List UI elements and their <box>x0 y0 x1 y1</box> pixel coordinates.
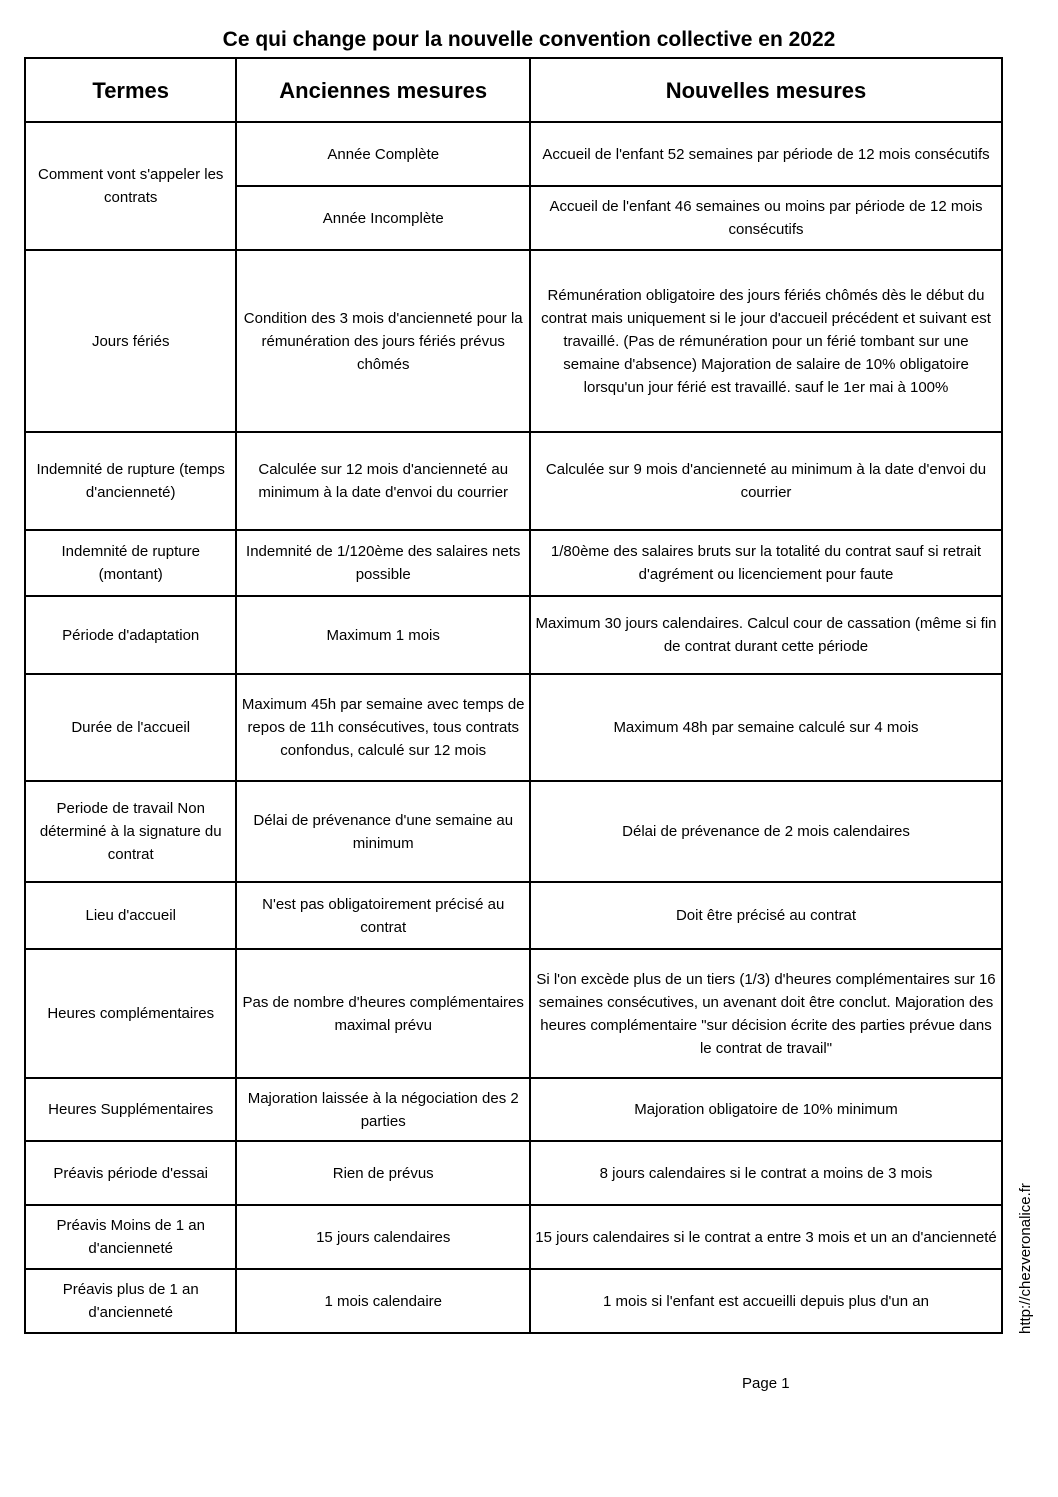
new-measure-cell: Maximum 48h par semaine calculé sur 4 mois <box>530 674 1002 781</box>
old-measure-cell: Maximum 1 mois <box>236 596 530 674</box>
header-anciennes-mesures: Anciennes mesures <box>236 58 530 122</box>
old-measure-cell: 1 mois calendaire <box>236 1269 530 1333</box>
page-number: Page 1 <box>742 1375 790 1392</box>
old-measure-cell: Majoration laissée à la négociation des 2 parties <box>236 1078 530 1141</box>
new-measure-cell: Accueil de l'enfant 46 semaines ou moins par période de 12 mois consécutifs <box>530 186 1002 250</box>
term-cell: Préavis plus de 1 an d'ancienneté <box>25 1269 236 1333</box>
new-measure-cell: Délai de prévenance de 2 mois calendaires <box>530 781 1002 882</box>
old-measure-cell: Calculée sur 12 mois d'ancienneté au minimum à la date d'envoi du courrier <box>236 432 530 530</box>
term-cell: Indemnité de rupture (montant) <box>25 530 236 596</box>
new-measure-cell: Rémunération obligatoire des jours fériés chômés dès le début du contrat mais uniquement si le jour d'accueil précédent et suivant est travaillé. (Pas de rémunération pour un férié tombant sur une semaine d'absence) Majoration de salaire de 10% obligatoire lorsqu'un jour férié est travaillé. sauf le 1er mai à 100% <box>530 250 1002 432</box>
term-cell: Indemnité de rupture (temps d'ancienneté) <box>25 432 236 530</box>
table-row <box>25 432 1002 530</box>
old-measure-cell: Pas de nombre d'heures complémentaires maximal prévu <box>236 949 530 1078</box>
table-row <box>25 781 1002 882</box>
term-cell: Durée de l'accueil <box>25 674 236 781</box>
term-cell: Heures complémentaires <box>25 949 236 1078</box>
side-url-text: http://chezveronalice.fr <box>1017 1183 1034 1334</box>
table-row <box>25 674 1002 781</box>
table-row <box>25 882 1002 949</box>
document-title: Ce qui change pour la nouvelle convention collective en 2022 <box>222 28 836 51</box>
new-measure-cell: Calculée sur 9 mois d'ancienneté au minimum à la date d'envoi du courrier <box>530 432 1002 530</box>
new-measure-cell: 8 jours calendaires si le contrat a moins de 3 mois <box>530 1141 1002 1205</box>
old-measure-cell: Condition des 3 mois d'ancienneté pour la rémunération des jours fériés prévus chômés <box>236 250 530 432</box>
term-cell: Jours fériés <box>25 250 236 432</box>
old-measure-cell: Année Complète <box>236 122 530 186</box>
new-measure-cell: Maximum 30 jours calendaires. Calcul cour de cassation (même si fin de contrat durant cette période <box>530 596 1002 674</box>
new-measure-cell: 1 mois si l'enfant est accueilli depuis plus d'un an <box>530 1269 1002 1333</box>
table-row <box>25 250 1002 432</box>
comparison-table <box>24 57 1003 1334</box>
old-measure-cell: Année Incomplète <box>236 186 530 250</box>
table-row <box>25 1269 1002 1333</box>
term-cell: Préavis Moins de 1 an d'ancienneté <box>25 1205 236 1269</box>
term-cell: Heures Supplémentaires <box>25 1078 236 1141</box>
table-row <box>25 122 1002 186</box>
table-row <box>25 530 1002 596</box>
old-measure-cell: Rien de prévus <box>236 1141 530 1205</box>
header-termes: Termes <box>25 58 236 122</box>
new-measure-cell: Doit être précisé au contrat <box>530 882 1002 949</box>
table-row <box>25 1205 1002 1269</box>
table-row <box>25 1078 1002 1141</box>
old-measure-cell: 15 jours calendaires <box>236 1205 530 1269</box>
new-measure-cell: 15 jours calendaires si le contrat a entre 3 mois et un an d'ancienneté <box>530 1205 1002 1269</box>
table-row <box>25 949 1002 1078</box>
term-cell: Periode de travail Non déterminé à la signature du contrat <box>25 781 236 882</box>
header-nouvelles-mesures: Nouvelles mesures <box>530 58 1002 122</box>
term-cell: Préavis période d'essai <box>25 1141 236 1205</box>
new-measure-cell: 1/80ème des salaires bruts sur la totalité du contrat sauf si retrait d'agrément ou licenciement pour faute <box>530 530 1002 596</box>
old-measure-cell: Maximum 45h par semaine avec temps de repos de 11h consécutives, tous contrats confondus, calculé sur 12 mois <box>236 674 530 781</box>
table-header-row <box>25 58 1002 122</box>
old-measure-cell: Indemnité de 1/120ème des salaires nets possible <box>236 530 530 596</box>
table-row <box>25 1141 1002 1205</box>
term-cell: Lieu d'accueil <box>25 882 236 949</box>
table-row <box>25 596 1002 674</box>
old-measure-cell: Délai de prévenance d'une semaine au minimum <box>236 781 530 882</box>
new-measure-cell: Si l'on excède plus de un tiers (1/3) d'heures complémentaires sur 16 semaines consécutives, un avenant doit être conclut. Majoration des heures complémentaire "sur décision écrite des parties prévue dans le contrat de travail" <box>530 949 1002 1078</box>
term-cell: Période d'adaptation <box>25 596 236 674</box>
new-measure-cell: Accueil de l'enfant 52 semaines par période de 12 mois consécutifs <box>530 122 1002 186</box>
new-measure-cell: Majoration obligatoire de 10% minimum <box>530 1078 1002 1141</box>
term-cell: Comment vont s'appeler les contrats <box>25 122 236 250</box>
old-measure-cell: N'est pas obligatoirement précisé au contrat <box>236 882 530 949</box>
